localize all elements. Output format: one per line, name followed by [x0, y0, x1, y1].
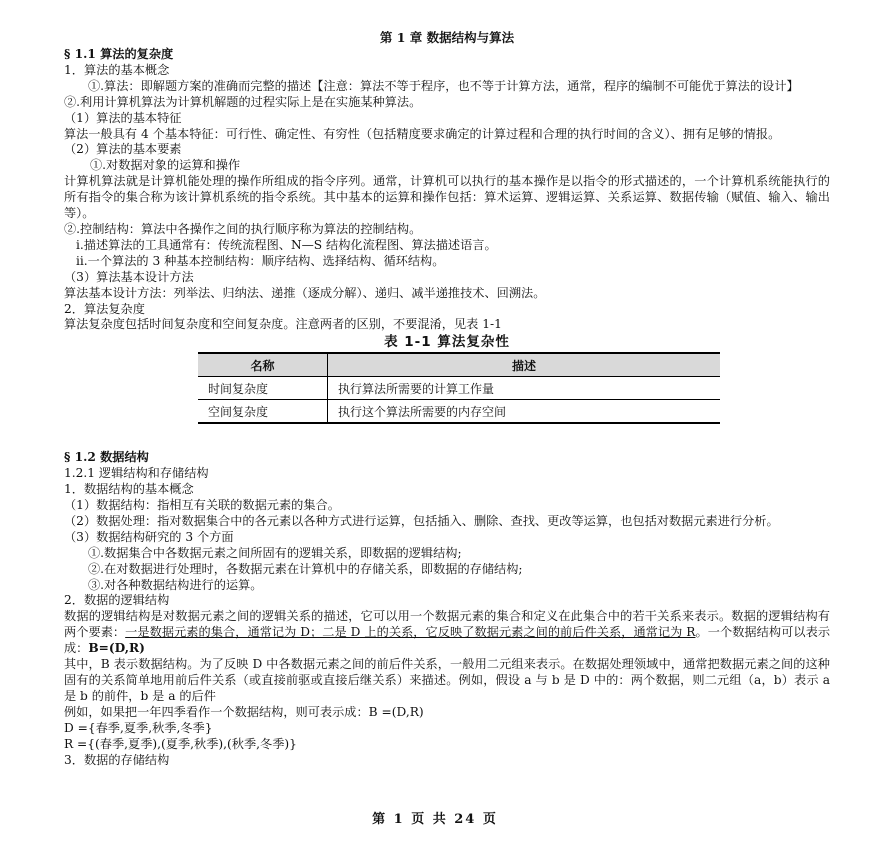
text-line: 2．算法复杂度 [64, 301, 145, 316]
complexity-table [198, 352, 720, 424]
table-row [198, 400, 720, 424]
logic-structure-paragraph [64, 609, 830, 657]
paragraph-text: 。一个数据结构可以表示成： [64, 625, 831, 656]
text-line: （3）算法基本设计方法 [64, 269, 194, 284]
table-header-desc: 描述 [328, 353, 721, 377]
table-cell: 执行这个算法所需要的内存空间 [328, 400, 721, 424]
text-line: 2．数据的逻辑结构 [64, 593, 170, 608]
text-line: ⅱ.一个算法的 3 种基本控制结构：顺序结构、选择结构、循环结构。 [76, 253, 445, 268]
text-line: 3．数据的存储结构 [64, 752, 170, 767]
text-line: § 1.1 算法的复杂度 [64, 47, 174, 61]
table-caption: 表 1-1 算法复杂性 [384, 334, 510, 351]
document-page [64, 30, 830, 768]
text-line: 例如，如果把一年四季看作一个数据结构，则可表示成：B =(D,R) [64, 704, 424, 719]
formula-text: B=(D,R) [88, 641, 145, 656]
paragraph-text: 数据的逻辑结构是对数据元素之间的逻辑关系的描述，它可以用一个数据元素的集合和定义在此集合中的若干关系来表示。数据的逻辑结构有两个要素： [64, 609, 830, 640]
table-cell: 空间复杂度 [198, 400, 328, 424]
section-1-2 [64, 450, 830, 609]
text-line: 算法基本设计方法：列举法、归纳法、递推（逐成分解）、递归、减半递推技术、回溯法。 [64, 285, 546, 300]
text-line: 1.2.1 逻辑结构和存储结构 [64, 466, 209, 481]
text-line: （2）算法的基本要素 [64, 142, 182, 157]
text-line: ⅰ.描述算法的工具通常有：传统流程图、N—S 结构化流程图、算法描述语言。 [76, 237, 497, 252]
text-line: （2）数据处理：指对数据集合中的各元素以各种方式进行运算，包括插入、删除、查找、更改等运算，也包括对数据元素进行分析。 [64, 513, 779, 528]
text-line: ②.控制结构：算法中各操作之间的执行顺序称为算法的控制结构。 [64, 221, 422, 236]
text-line: § 1.2 数据结构 [64, 450, 149, 465]
text-line: D ={春季,夏季,秋季,冬季} [64, 720, 213, 735]
text-line: ②.利用计算机算法为计算机解题的过程实际上是在实施某种算法。 [64, 94, 422, 109]
table-header-name: 名称 [198, 353, 328, 377]
text-line: 1．算法的基本概念 [64, 62, 170, 77]
text-line: ③.对各种数据结构进行的运算。 [88, 577, 263, 592]
section-continued [64, 657, 830, 768]
underlined-text: 一是数据元素的集合，通常记为 D；二是 D 上的关系，它反映了数据元素之间的前后件关系，通常记为 R [125, 625, 696, 640]
text-line: ①.对数据对象的运算和操作 [90, 158, 241, 173]
table-cell: 执行算法所需要的计算工作量 [328, 377, 721, 400]
text-line: 1．数据结构的基本概念 [64, 482, 194, 497]
table-cell: 时间复杂度 [198, 377, 328, 400]
text-line: （1）算法的基本特征 [64, 110, 182, 125]
chapter-title: 第 1 章 数据结构与算法 [379, 30, 515, 45]
text-line: ②.在对数据进行处理时，各数据元素在计算机中的存储关系，即数据的存储结构; [88, 561, 523, 576]
text-line: 算法复杂度包括时间复杂度和空间复杂度。注意两者的区别，不要混淆，见表 1-1 [64, 317, 502, 332]
text-line: ①.数据集合中各数据元素之间所固有的逻辑关系，即数据的逻辑结构; [88, 545, 462, 560]
text-line: R ={(春季,夏季),(夏季,秋季),(秋季,冬季)} [64, 736, 297, 751]
text-line: 算法一般具有 4 个基本特征：可行性、确定性、有穷性（包括精度要求确定的计算过程和合理的执行时间的含义）、拥有足够的情报。 [64, 126, 781, 141]
text-line: （3）数据结构研究的 3 个方面 [64, 529, 234, 544]
table-row [198, 377, 720, 400]
page-footer: 第 1 页 共 24 页 [372, 812, 498, 827]
text-line: 其中，B 表示数据结构。为了反映 D 中各数据元素之间的前后件关系，一般用二元组来表示。在数据处理领域中，通常把数据元素之间的这种固有的关系简单地用前后件关系（或直接前驱或直接后继关系）来描述。例如，假设 a 与 b 是 D 中的：两个数据，则二元组（a，b）表示 a 是 b 的前件，b 是 a 的后件 [64, 657, 830, 703]
text-line: 计算机算法就是计算机能处理的操作所组成的指令序列。通常，计算机可以执行的基本操作是以指令的形式描述的，一个计算机系统能执行的所有指令的集合称为该计算机系统的指令系统。其中基本的运算和操作包括：算术运算、逻辑运算、关系运算、数据传输（赋值、输入、输出等）。 [64, 174, 830, 221]
text-line: （1）数据结构：指相互有关联的数据元素的集合。 [64, 498, 340, 513]
section-1-1 [64, 47, 830, 333]
text-line: ①.算法：即解题方案的准确而完整的描述【注意：算法不等于程序，也不等于计算方法，通常，程序的编制不可能优于算法的设计】 [88, 78, 799, 93]
